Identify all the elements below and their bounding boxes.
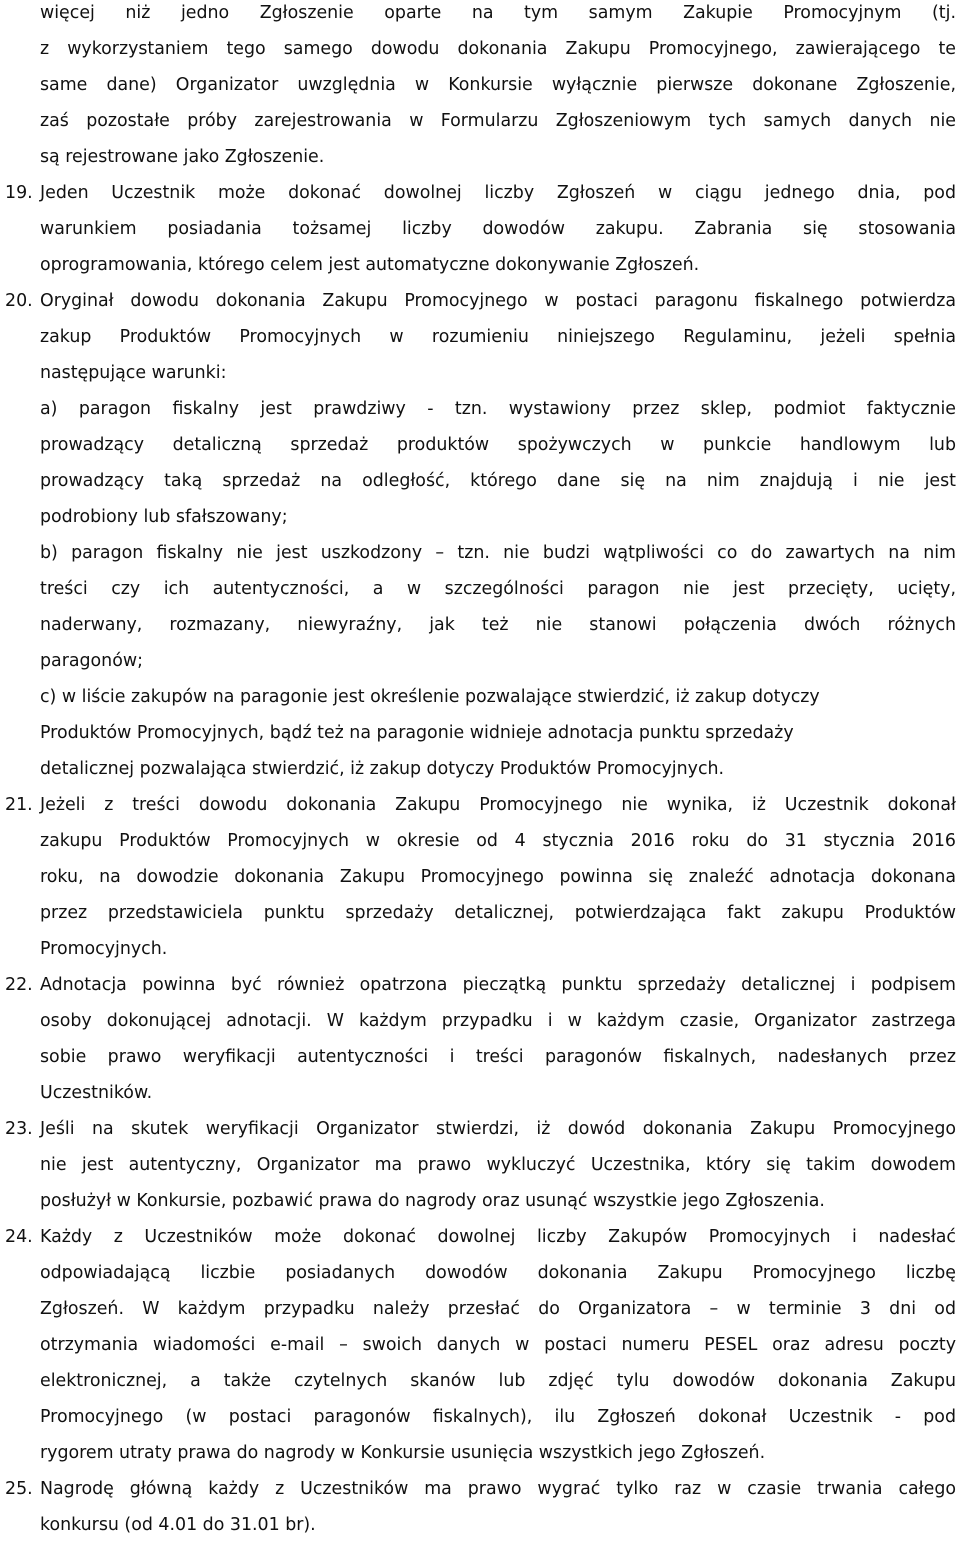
item-number: 23.	[5, 1119, 33, 1139]
text-line: detalicznej pozwalająca stwierdzić, iż zakup dotyczy Produktów Promocyjnych.	[40, 759, 725, 779]
text-line: Oryginał dowodu dokonania Zakupu Promocyjnego w postaci paragonu fiskalnego potwierdza	[40, 291, 956, 311]
text-line: konkursu (od 4.01 do 31.01 br).	[40, 1515, 316, 1535]
text-line: b) paragon fiskalny nie jest uszkodzony – tzn. nie budzi wątpliwości co do zawartych na nim	[40, 543, 956, 563]
text-line: są rejestrowane jako Zgłoszenie.	[40, 147, 325, 167]
item-number: 21.	[5, 795, 33, 815]
text-line: odpowiadającą liczbie posiadanych dowodów dokonania Zakupu Promocyjnego liczbę	[40, 1263, 956, 1283]
text-line: przez przedstawiciela punktu sprzedaży detalicznej, potwierdzająca fakt zakupu Produktów	[40, 903, 956, 923]
text-line: następujące warunki:	[40, 363, 227, 383]
text-line: c) w liście zakupów na paragonie jest określenie pozwalające stwierdzić, iż zakup dotyczy	[40, 687, 820, 707]
text-line: roku, na dowodzie dokonania Zakupu Promocyjnego powinna się znaleźć adnotacja dokonana	[40, 867, 956, 887]
text-line: osoby dokonującej adnotacji. W każdym przypadku i w każdym czasie, Organizator zastrzega	[40, 1011, 956, 1031]
text-line: nie jest autentyczny, Organizator ma prawo wykluczyć Uczestnika, który się takim dowodem	[40, 1155, 956, 1175]
text-line: Uczestników.	[40, 1083, 153, 1103]
item-number: 22.	[5, 975, 33, 995]
text-line: podrobiony lub sfałszowany;	[40, 507, 288, 527]
text-line: Jeżeli z treści dowodu dokonania Zakupu Promocyjnego nie wynika, iż Uczestnik dokonał	[40, 795, 956, 815]
text-line: sobie prawo weryfikacji autentyczności i treści paragonów fiskalnych, nadesłanych przez	[40, 1047, 956, 1067]
text-line: zaś pozostałe próby zarejestrowania w Formularzu Zgłoszeniowym tych samych danych nie	[40, 111, 956, 131]
text-line: paragonów;	[40, 651, 143, 671]
text-line: prowadzący detaliczną sprzedaż produktów spożywczych w punkcie handlowym lub	[40, 435, 956, 455]
text-line: Każdy z Uczestników może dokonać dowolnej liczby Zakupów Promocyjnych i nadesłać	[40, 1227, 956, 1247]
text-line: otrzymania wiadomości e-mail – swoich danych w postaci numeru PESEL oraz adresu poczty	[40, 1335, 956, 1355]
text-line: Adnotacja powinna być również opatrzona pieczątką punktu sprzedaży detalicznej i podpisem	[40, 975, 956, 995]
text-line: same dane) Organizator uwzględnia w Konkursie wyłącznie pierwsze dokonane Zgłoszenie,	[40, 75, 956, 95]
text-line: więcej niż jedno Zgłoszenie oparte na tym samym Zakupie Promocyjnym (tj.	[40, 3, 956, 23]
text-line: Promocyjnego (w postaci paragonów fiskalnych), ilu Zgłoszeń dokonał Uczestnik - pod	[40, 1407, 956, 1427]
text-line: z wykorzystaniem tego samego dowodu dokonania Zakupu Promocyjnego, zawierającego te	[40, 39, 956, 59]
text-line: Produktów Promocyjnych, bądź też na paragonie widnieje adnotacja punktu sprzedaży	[40, 723, 794, 743]
text-line: zakup Produktów Promocyjnych w rozumieniu niniejszego Regulaminu, jeżeli spełnia	[40, 327, 956, 347]
item-number: 24.	[5, 1227, 33, 1247]
item-number: 19.	[5, 183, 33, 203]
text-line: warunkiem posiadania tożsamej liczby dowodów zakupu. Zabrania się stosowania	[40, 219, 956, 239]
item-number: 25.	[5, 1479, 33, 1499]
text-line: treści czy ich autentyczności, a w szczególności paragon nie jest przecięty, ucięty,	[40, 579, 956, 599]
text-line: Promocyjnych.	[40, 939, 168, 959]
text-line: elektronicznej, a także czytelnych skanów lub zdjęć tylu dowodów dokonania Zakupu	[40, 1371, 956, 1391]
text-line: Zgłoszeń. W każdym przypadku należy przesłać do Organizatora – w terminie 3 dni od	[40, 1299, 956, 1319]
text-line: Nagrodę główną każdy z Uczestników ma prawo wygrać tylko raz w czasie trwania całego	[40, 1479, 956, 1499]
item-number: 20.	[5, 291, 33, 311]
text-line: a) paragon fiskalny jest prawdziwy - tzn. wystawiony przez sklep, podmiot faktycznie	[40, 399, 956, 419]
text-line: naderwany, rozmazany, niewyraźny, jak też nie stanowi połączenia dwóch różnych	[40, 615, 956, 635]
text-line: Jeden Uczestnik może dokonać dowolnej liczby Zgłoszeń w ciągu jednego dnia, pod	[40, 183, 956, 203]
text-line: rygorem utraty prawa do nagrody w Konkursie usunięcia wszystkich jego Zgłoszeń.	[40, 1443, 766, 1463]
text-line: oprogramowania, którego celem jest automatyczne dokonywanie Zgłoszeń.	[40, 255, 700, 275]
text-line: zakupu Produktów Promocyjnych w okresie od 4 stycznia 2016 roku do 31 stycznia 2016	[40, 831, 956, 851]
text-line: posłużył w Konkursie, pozbawić prawa do nagrody oraz usunąć wszystkie jego Zgłoszenia.	[40, 1191, 825, 1211]
text-line: Jeśli na skutek weryfikacji Organizator stwierdzi, iż dowód dokonania Zakupu Promocyjnego	[40, 1119, 956, 1139]
text-line: prowadzący taką sprzedaż na odległość, którego dane się na nim znajdują i nie jest	[40, 471, 956, 491]
